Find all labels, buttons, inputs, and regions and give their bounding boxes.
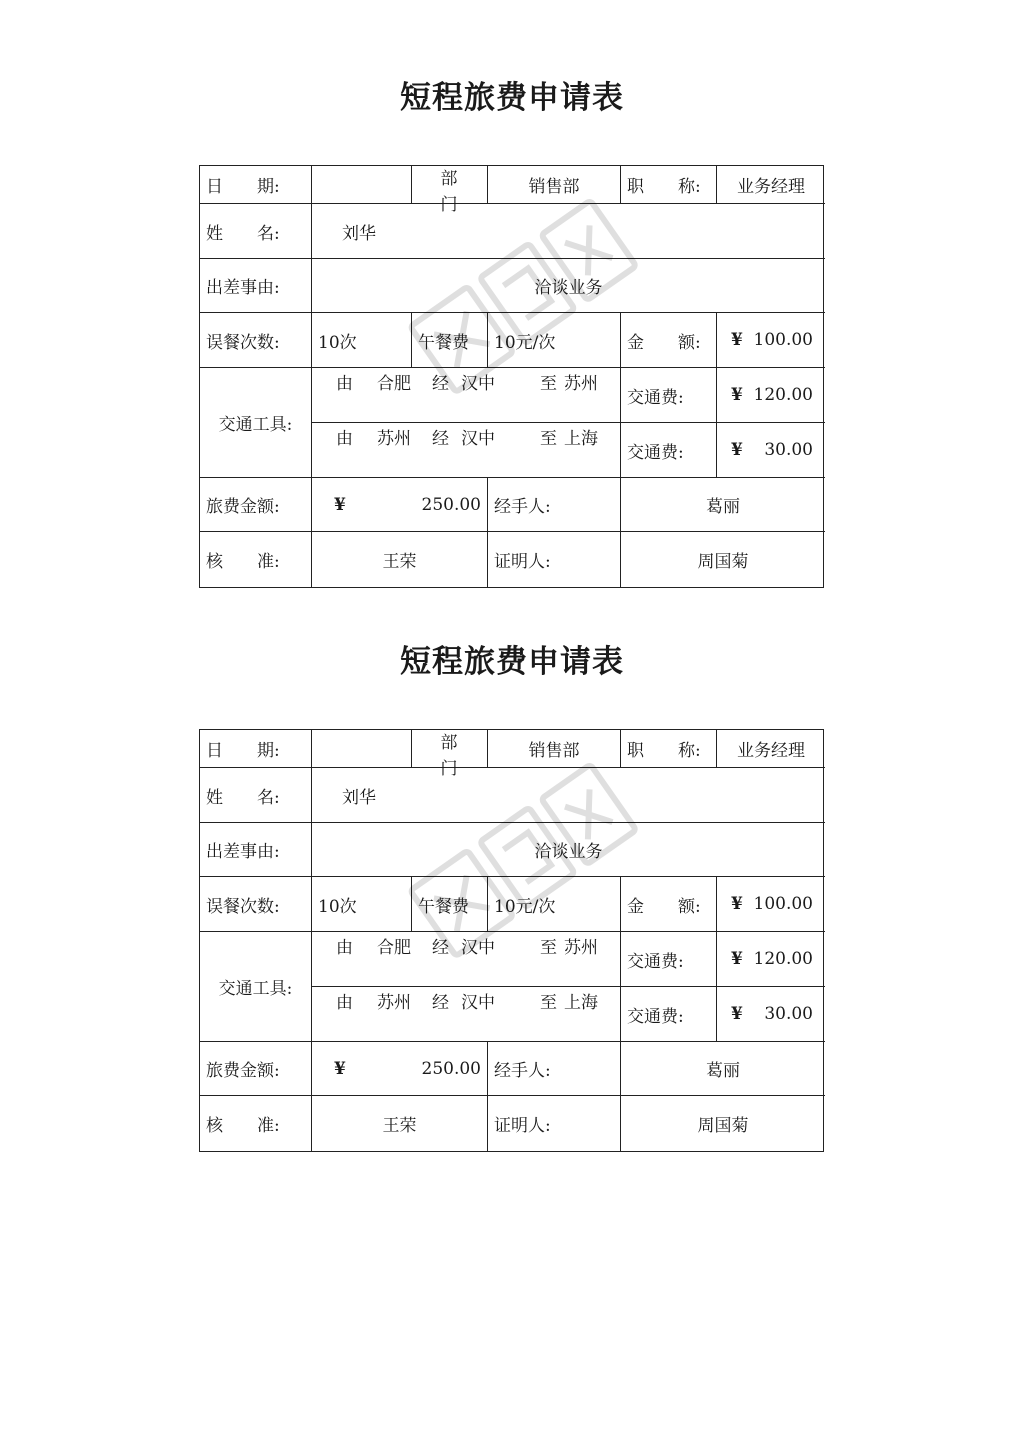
- route-via-word: 经: [432, 429, 449, 449]
- date-field[interactable]: [312, 730, 412, 768]
- amount-label: 金 额:: [621, 877, 717, 932]
- currency-symbol: ¥: [731, 330, 743, 350]
- route-2-fee-field[interactable]: [717, 423, 825, 478]
- form-title: 短程旅费申请表: [400, 644, 624, 680]
- route-to-word: 至: [540, 938, 557, 958]
- approve-field[interactable]: 王荣: [312, 532, 488, 587]
- route-2-field[interactable]: [312, 423, 621, 478]
- handler-label: 经手人:: [488, 478, 621, 532]
- amount-value: 100.00: [753, 330, 813, 350]
- route-1-field[interactable]: [312, 932, 621, 987]
- approve-label: 核 准:: [200, 532, 312, 587]
- route-from: 苏州: [377, 993, 411, 1013]
- job-title-field[interactable]: 业务经理: [717, 166, 825, 204]
- amount-value: 100.00: [753, 894, 813, 914]
- total-label: 旅费金额:: [200, 478, 312, 532]
- name-label: 姓 名:: [200, 204, 312, 259]
- form-title: 短程旅费申请表: [400, 80, 624, 116]
- total-label: 旅费金额:: [200, 1042, 312, 1096]
- reason-field[interactable]: 洽谈业务: [312, 823, 825, 877]
- handler-field[interactable]: 葛丽: [621, 478, 825, 532]
- route-2-fee-value: 30.00: [764, 440, 813, 460]
- currency-symbol: ¥: [334, 494, 346, 515]
- witness-label: 证明人:: [488, 532, 621, 587]
- approve-label: 核 准:: [200, 1096, 312, 1151]
- route-via: 汉中: [461, 993, 495, 1013]
- route-via-word: 经: [432, 374, 449, 394]
- total-field[interactable]: [312, 478, 488, 532]
- route-1-fee-field[interactable]: [717, 368, 825, 423]
- name-field[interactable]: 刘华: [312, 204, 825, 259]
- meals-label: 误餐次数:: [200, 877, 312, 932]
- total-value: 250.00: [421, 1058, 481, 1079]
- witness-field[interactable]: 周国菊: [697, 552, 749, 572]
- form-table: [199, 165, 824, 588]
- route-from: 合肥: [377, 938, 411, 958]
- route-1-fee-field[interactable]: [717, 932, 825, 987]
- dept-field[interactable]: 销售部: [488, 730, 621, 768]
- route-2-fee-field[interactable]: [717, 987, 825, 1042]
- route-1-fee-value: 120.00: [753, 385, 813, 405]
- reason-field[interactable]: 洽谈业务: [312, 259, 825, 313]
- route-via: 汉中: [461, 429, 495, 449]
- meals-label: 误餐次数:: [200, 313, 312, 368]
- currency-symbol: ¥: [731, 894, 743, 914]
- route-from-word: 由: [336, 429, 353, 449]
- currency-symbol: ¥: [731, 1004, 743, 1024]
- currency-symbol: ¥: [731, 440, 743, 460]
- date-label: 日 期:: [200, 730, 312, 768]
- route-1-field[interactable]: [312, 368, 621, 423]
- lunch-label: 午餐费: [412, 877, 488, 932]
- amount-label: 金 额:: [621, 313, 717, 368]
- route-via-word: 经: [432, 938, 449, 958]
- route-from: 合肥: [377, 374, 411, 394]
- route-to-word: 至: [540, 374, 557, 394]
- route-1-fee-label: 交通费:: [621, 932, 717, 987]
- handler-label: 经手人:: [488, 1042, 621, 1096]
- amount-field[interactable]: [717, 313, 825, 368]
- dept-field[interactable]: 销售部: [488, 166, 621, 204]
- dept-label: [412, 166, 488, 215]
- route-to: 苏州: [564, 938, 598, 958]
- meals-field[interactable]: 10次: [312, 313, 412, 368]
- handler-field[interactable]: 葛丽: [621, 1042, 825, 1096]
- route-from-word: 由: [336, 374, 353, 394]
- route-2-fee-label: 交通费:: [621, 423, 717, 478]
- lunch-field[interactable]: 10元/次: [488, 313, 621, 368]
- route-2-fee-value: 30.00: [764, 1004, 813, 1024]
- amount-field[interactable]: [717, 877, 825, 932]
- route-via-word: 经: [432, 993, 449, 1013]
- lunch-field[interactable]: 10元/次: [488, 877, 621, 932]
- currency-symbol: ¥: [731, 385, 743, 405]
- meals-field[interactable]: 10次: [312, 877, 412, 932]
- route-2-fee-label: 交通费:: [621, 987, 717, 1042]
- approve-field[interactable]: 王荣: [312, 1096, 488, 1151]
- route-to-word: 至: [540, 993, 557, 1013]
- route-from-word: 由: [336, 993, 353, 1013]
- route-to: 上海: [564, 993, 598, 1013]
- route-to: 上海: [564, 429, 598, 449]
- route-1-fee-label: 交通费:: [621, 368, 717, 423]
- name-label: 姓 名:: [200, 768, 312, 823]
- route-to-word: 至: [540, 429, 557, 449]
- date-field[interactable]: [312, 166, 412, 204]
- date-label: 日 期:: [200, 166, 312, 204]
- currency-symbol: ¥: [731, 949, 743, 969]
- witness-label: 证明人:: [488, 1096, 621, 1151]
- dept-label: [412, 730, 488, 779]
- job-title-label: 职 称:: [621, 730, 717, 768]
- job-title-label: 职 称:: [621, 166, 717, 204]
- transport-label: 交通工具:: [200, 932, 312, 1042]
- currency-symbol: ¥: [334, 1058, 346, 1079]
- route-via: 汉中: [461, 374, 495, 394]
- form-table: [199, 729, 824, 1152]
- job-title-field[interactable]: 业务经理: [717, 730, 825, 768]
- dept-label-text: 部门: [440, 169, 458, 215]
- route-2-field[interactable]: [312, 987, 621, 1042]
- lunch-label: 午餐费: [412, 313, 488, 368]
- reason-label: 出差事由:: [200, 823, 312, 877]
- total-value: 250.00: [421, 494, 481, 515]
- route-1-fee-value: 120.00: [753, 949, 813, 969]
- route-from-word: 由: [336, 938, 353, 958]
- dept-label-text: 部门: [440, 733, 458, 779]
- reason-label: 出差事由:: [200, 259, 312, 313]
- transport-label: 交通工具:: [200, 368, 312, 478]
- witness-field[interactable]: 周国菊: [697, 1116, 749, 1136]
- route-to: 苏州: [564, 374, 598, 394]
- name-field[interactable]: 刘华: [312, 768, 825, 823]
- total-field[interactable]: [312, 1042, 488, 1096]
- route-from: 苏州: [377, 429, 411, 449]
- route-via: 汉中: [461, 938, 495, 958]
